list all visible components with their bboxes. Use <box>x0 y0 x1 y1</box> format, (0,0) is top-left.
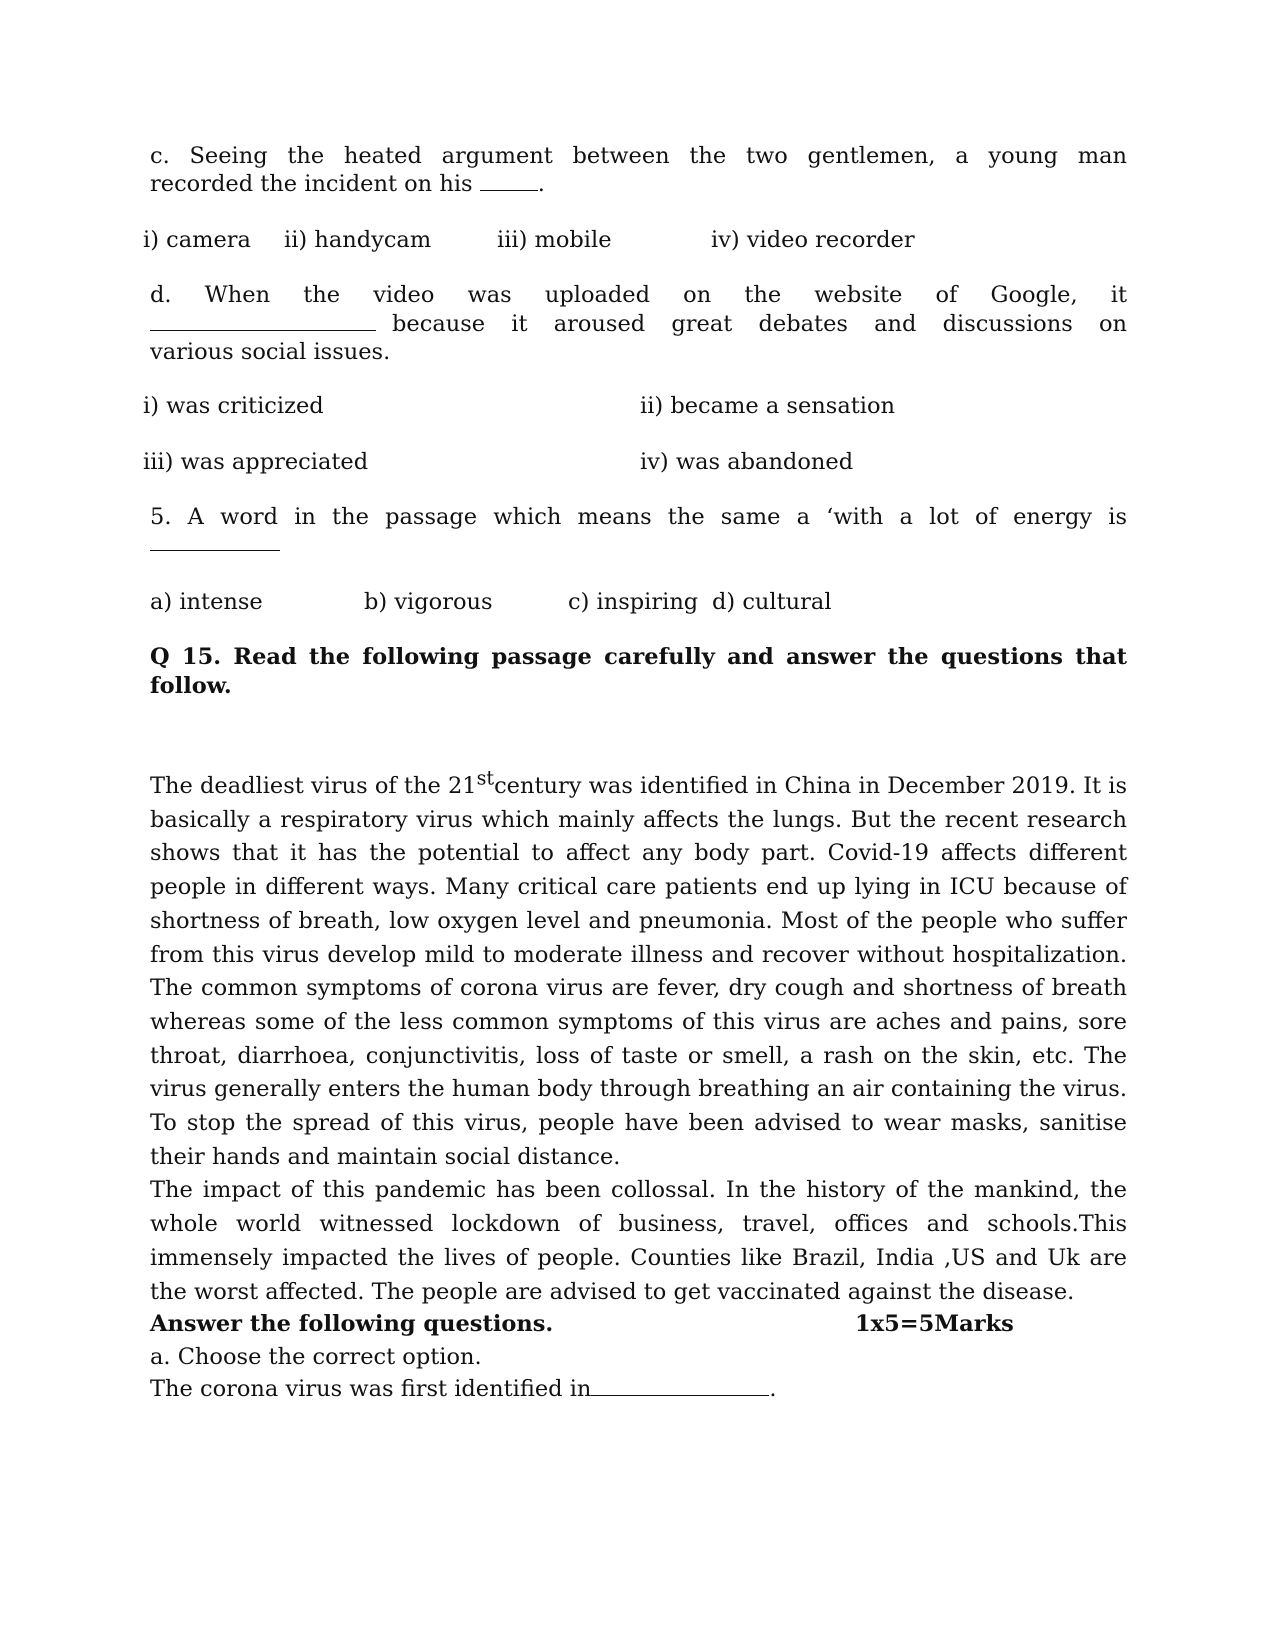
option-d-2: ii) became a sensation <box>640 393 896 419</box>
option-5-a: a) intense <box>150 589 263 615</box>
question-5-text: 5. A word in the passage which means the same a ‘with a lot of energy is <box>150 504 1127 530</box>
option-c-2: ii) handycam <box>284 227 432 253</box>
option-5-c: c) inspiring <box>568 589 699 615</box>
option-d-4: iv) was abandoned <box>640 449 854 475</box>
sub-question-a-text <box>150 1375 777 1404</box>
question-c-end: . <box>537 171 545 197</box>
answer-blank <box>480 170 538 191</box>
q15-heading <box>150 643 1127 701</box>
answer-heading: Answer the following questions. <box>150 1311 554 1337</box>
option-5-b: b) vigorous <box>364 589 493 615</box>
marks-label: 1x5=5Marks <box>855 1311 1014 1337</box>
option-c-1: i) camera <box>143 227 251 253</box>
option-d-3: iii) was appreciated <box>143 449 369 475</box>
question-d-line3: various social issues. <box>150 339 391 365</box>
option-d-1: i) was criticized <box>143 393 324 419</box>
superscript-st: st <box>476 766 495 790</box>
answer-blank <box>150 530 280 551</box>
passage-p1-start: The deadliest virus of the 21 <box>150 773 477 799</box>
question-d-line1: d. When the video was uploaded on the website of Google, it <box>150 282 1127 308</box>
answer-blank <box>150 310 376 331</box>
option-5-d: d) cultural <box>712 589 832 615</box>
question-c-line1: c. Seeing the heated argument between the two gentlemen, a young man <box>150 143 1127 169</box>
answer-blank <box>591 1375 769 1396</box>
question-c-line2 <box>150 170 1127 199</box>
q15-instruction: Read the following passage carefully and answer the questions that follow. <box>150 644 1128 699</box>
option-c-3: iii) mobile <box>497 227 612 253</box>
option-c-4: iv) video recorder <box>711 227 915 253</box>
passage <box>150 766 1127 1309</box>
passage-paragraph-2: The impact of this pandemic has been collossal. In the history of the mankind, the whole world witnessed lockdown of business, travel, offices and schools.This immensely impacted the lives of people. Counties like Brazil, India ,US and Uk are the worst affected. The people are advised to get vaccinated against the disease. <box>150 1177 1127 1305</box>
passage-paragraph-1 <box>150 766 1127 1174</box>
q15-label: Q 15. <box>150 644 222 670</box>
question-d-line2 <box>150 310 1127 339</box>
sub-question-a-prompt: The corona virus was first identified in <box>150 1376 592 1402</box>
question-c-text: recorded the incident on his <box>150 171 473 197</box>
sub-question-a: a. Choose the correct option. <box>150 1344 482 1370</box>
question-5-blank-line <box>150 530 1127 559</box>
passage-p1-rest: century was identified in China in December 2019. It is basically a respiratory virus which mainly affects the lungs. But the recent research shows that it has the potential to affect any body part. Covid-19 affects different people in different ways. Many critical care patients end up lying in ICU because of shortness of breath, low oxygen level and pneumonia. Most of the people who suffer from this virus develop mild to moderate illness and recover without hospitalization. The common symptoms of corona virus are fever, dry cough and shortness of breath whereas some of the less common symptoms of this virus are aches and pains, sore throat, diarrhoea, conjunctivitis, loss of taste or smell, a rash on the skin, etc. The virus generally enters the human body through breathing an air containing the virus. To stop the spread of this virus, people have been advised to wear masks, sanitise their hands and maintain social distance. <box>150 773 1127 1170</box>
question-d-text: because it aroused great debates and discussions on <box>392 311 1127 337</box>
sub-question-a-end: . <box>769 1376 777 1402</box>
